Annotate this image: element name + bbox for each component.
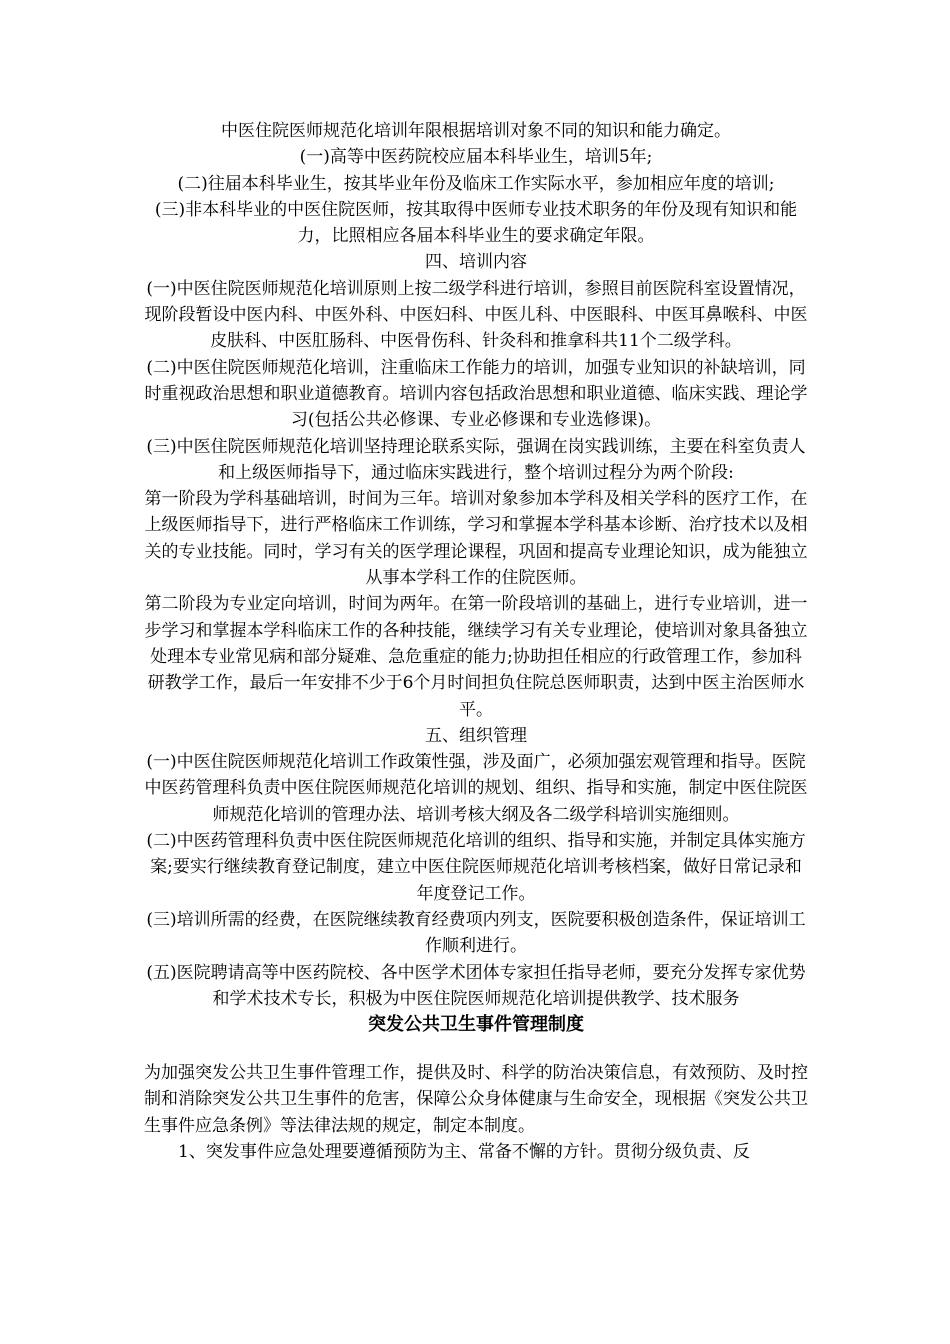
emergency-item-1: 1、突发事件应急处理要遵循预防为主、常备不懈的方针。贯彻分级负责、反 [178,1141,750,1162]
section-five-paragraph-2: (二)中医药管理科负责中医住院医师规范化培训的组织、指导和实施，并制定具体实施方案;要实行继续教育登记制度，建立中医住院医师规范化培训考核档案，做好日常记录和年度登记工作。 [146,831,806,904]
section-five-paragraph-1: (一)中医住院医师规范化培训工作政策性强，涉及面广，必须加强宏观管理和指导。医院中医药管理科负责中医住院医师规范化培训的规划、组织、指导和实施，制定中医住院医师规范化培训的管理办法、培训考核大纲及各二级学科培训实施细则。 [144,752,808,825]
section-four-stage-1: 第一阶段为学科基础培训，时间为三年。培训对象参加本学科及相关学科的医疗工作，在上级医师指导下，进行严格临床工作训练，学习和掌握本学科基本诊断、治疗技术以及相关的专业技能。同时，学习有关的医学理论课程，巩固和提高专业理论知识，成为能独立从事本学科工作的住院医师。 [144,489,808,589]
section-five-paragraph-5: (五)医院聘请高等中医药院校、各中医学术团体专家担任指导老师，要充分发挥专家优势和学术技术专长，积极为中医住院医师规范化培训提供教学、技术服务 [146,962,806,1009]
section-four-paragraph-3: (三)中医住院医师规范化培训坚持理论联系实际，强调在岗实践训练，主要在科室负责人和上级医师指导下，通过临床实践进行，整个培训过程分为两个阶段: [146,436,806,483]
section-four-stage-2: 第二阶段为专业定向培训，时间为两年。在第一阶段培训的基础上，进行专业培训，进一步学习和掌握本学科临床工作的各种技能，继续学习有关专业理论，使培训对象具备独立处理本专业常见病和部分疑难、急危重症的能力;协助担任相应的行政管理工作，参加科研教学工作，最后一年安排不少于6个月时间担负住院总医师职责，达到中医主治医师水平。 [144,594,808,720]
training-years-item-3: (三)非本科毕业的中医住院医师，按其取得中医师专业技术职务的年份及现有知识和能力，比照相应各届本科毕业生的要求确定年限。 [154,199,798,247]
section-four-paragraph-1: (一)中医住院医师规范化培训原则上按二级学科进行培训，参照目前医院科室设置情况，现阶段暂设中医内科、中医外科、中医妇科、中医儿科、中医眼科、中医耳鼻喉科、中医皮肤科、中医肛肠科、中医骨伤科、针灸科和推拿科共11个二级学科。 [144,278,808,352]
training-years-item-2: (二)往届本科毕业生，按其毕业年份及临床工作实际水平，参加相应年度的培训; [177,173,775,194]
section-five-title: 五、组织管理 [425,725,527,746]
training-years-intro: 中医住院医师规范化培训年限根据培训对象不同的知识和能力确定。 [221,121,731,141]
training-years-item-1: (一)高等中医药院校应届本科毕业生，培训5年; [299,147,653,168]
section-four-paragraph-2: (二)中医住院医师规范化培训，注重临床工作能力的培训，加强专业知识的补缺培训，同时重视政治思想和职业道德教育。培训内容包括政治思想和职业道德、临床实践、理论学习(包括公共必修课、专业必修课和专业选修课)。 [144,357,808,431]
emergency-intro: 为加强突发公共卫生事件管理工作，提供及时、科学的防治决策信息，有效预防、及时控制和消除突发公共卫生事件的危害，保障公众身体健康与生命安全，现根据《突发公共卫生事件应急条例》等法律法规的规定，制定本制度。 [144,1063,808,1136]
section-gap [144,1038,808,1060]
section-four-title: 四、培训内容 [425,252,527,273]
section-five-paragraph-3: (三)培训所需的经费，在医院继续教育经费项内列支，医院要积极创造条件，保证培训工作顺利进行。 [146,909,806,957]
emergency-title: 突发公共卫生事件管理制度 [368,1014,584,1036]
document-body [144,118,808,1165]
